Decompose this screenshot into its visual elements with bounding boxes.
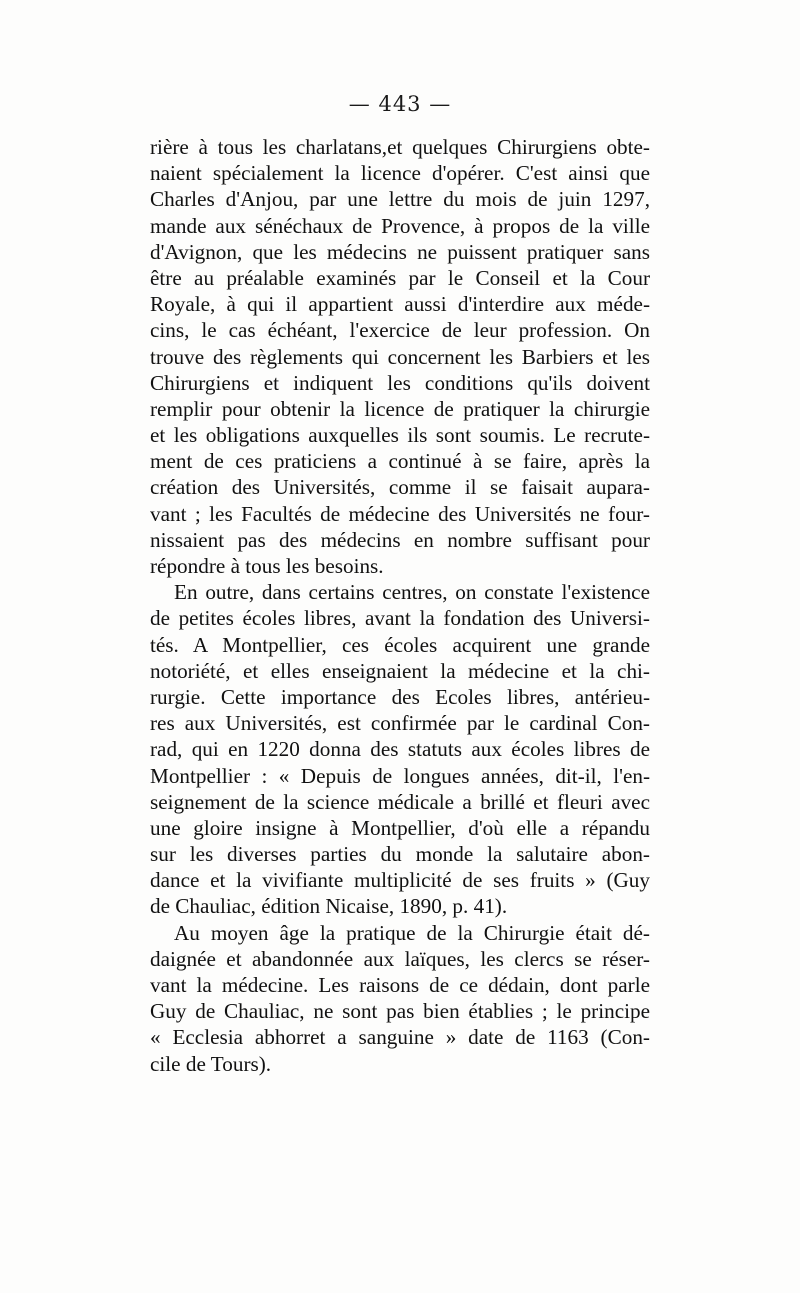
text-line: rurgie. Cette importance des Ecoles libres, antérieu- [150, 684, 650, 709]
text-line: dance et la vivifiante multiplicité de ses fruits » (Guy [150, 868, 650, 893]
text-line: ment de ces praticiens a continué à se faire, après la [150, 449, 650, 474]
text-line: Chirurgiens et indiquent les conditions qu'ils doivent [150, 370, 650, 395]
text-line: nissaient pas des médecins en nombre suffisant pour [150, 527, 650, 552]
text-line: Montpellier : « Depuis de longues années, dit-il, l'en- [150, 763, 650, 788]
text-line: Guy de Chauliac, ne sont pas bien établies ; le principe [150, 999, 650, 1024]
body-text [150, 134, 650, 1077]
text-line: naient spécialement la licence d'opérer. C'est ainsi que [150, 161, 650, 186]
text-line: de petites écoles libres, avant la fondation des Universi- [150, 606, 650, 631]
text-line: d'Avignon, que les médecins ne puissent pratiquer sans [150, 239, 650, 264]
text-line: Charles d'Anjou, par une lettre du mois de juin 1297, [150, 187, 650, 212]
text-line: seignement de la science médicale a brillé et fleuri avec [150, 789, 650, 814]
text-line: res aux Universités, est confirmée par le cardinal Con- [150, 711, 650, 736]
text-line: daignée et abandonnée aux laïques, les clercs se réser- [150, 946, 650, 971]
text-line: trouve des règlements qui concernent les Barbiers et les [150, 344, 650, 369]
text-line: Au moyen âge la pratique de la Chirurgie était dé- [174, 920, 650, 945]
text-line: En outre, dans certains centres, on constate l'existence [174, 580, 650, 605]
text-line: tés. A Montpellier, ces écoles acquirent une grande [150, 632, 650, 657]
text-line: cile de Tours). [150, 1051, 272, 1076]
text-line: de Chauliac, édition Nicaise, 1890, p. 41). [150, 894, 508, 919]
text-line: Royale, à qui il appartient aussi d'interdire aux méde- [150, 292, 650, 317]
text-line: rad, qui en 1220 donna des statuts aux écoles libres de [150, 737, 650, 762]
text-line: « Ecclesia abhorret a sanguine » date de 1163 (Con- [150, 1025, 650, 1050]
text-line: être au préalable examinés par le Conseil et la Cour [150, 265, 650, 290]
text-line: mande aux sénéchaux de Provence, à propos de la ville [150, 213, 650, 238]
text-line: répondre à tous les besoins. [150, 554, 384, 578]
text-line: remplir pour obtenir la licence de pratiquer la chirurgie [150, 396, 650, 421]
text-line: notoriété, et elles enseignaient la médecine et la chi- [150, 658, 650, 683]
text-line: rière à tous les charlatans,et quelques Chirurgiens obte- [150, 135, 650, 159]
text-line: création des Universités, comme il se faisait aupara- [150, 475, 650, 500]
text-line: une gloire insigne à Montpellier, d'où elle a répandu [150, 815, 650, 840]
text-line: cins, le cas échéant, l'exercice de leur profession. On [150, 318, 650, 343]
text-line: vant la médecine. Les raisons de ce dédain, dont parle [150, 973, 650, 997]
page-number: — 443 — [348, 92, 452, 116]
text-line: vant ; les Facultés de médecine des Universités ne four- [150, 501, 650, 526]
text-line: sur les diverses parties du monde la salutaire abon- [150, 842, 650, 867]
text-line: et les obligations auxquelles ils sont soumis. Le recrute- [150, 423, 650, 448]
